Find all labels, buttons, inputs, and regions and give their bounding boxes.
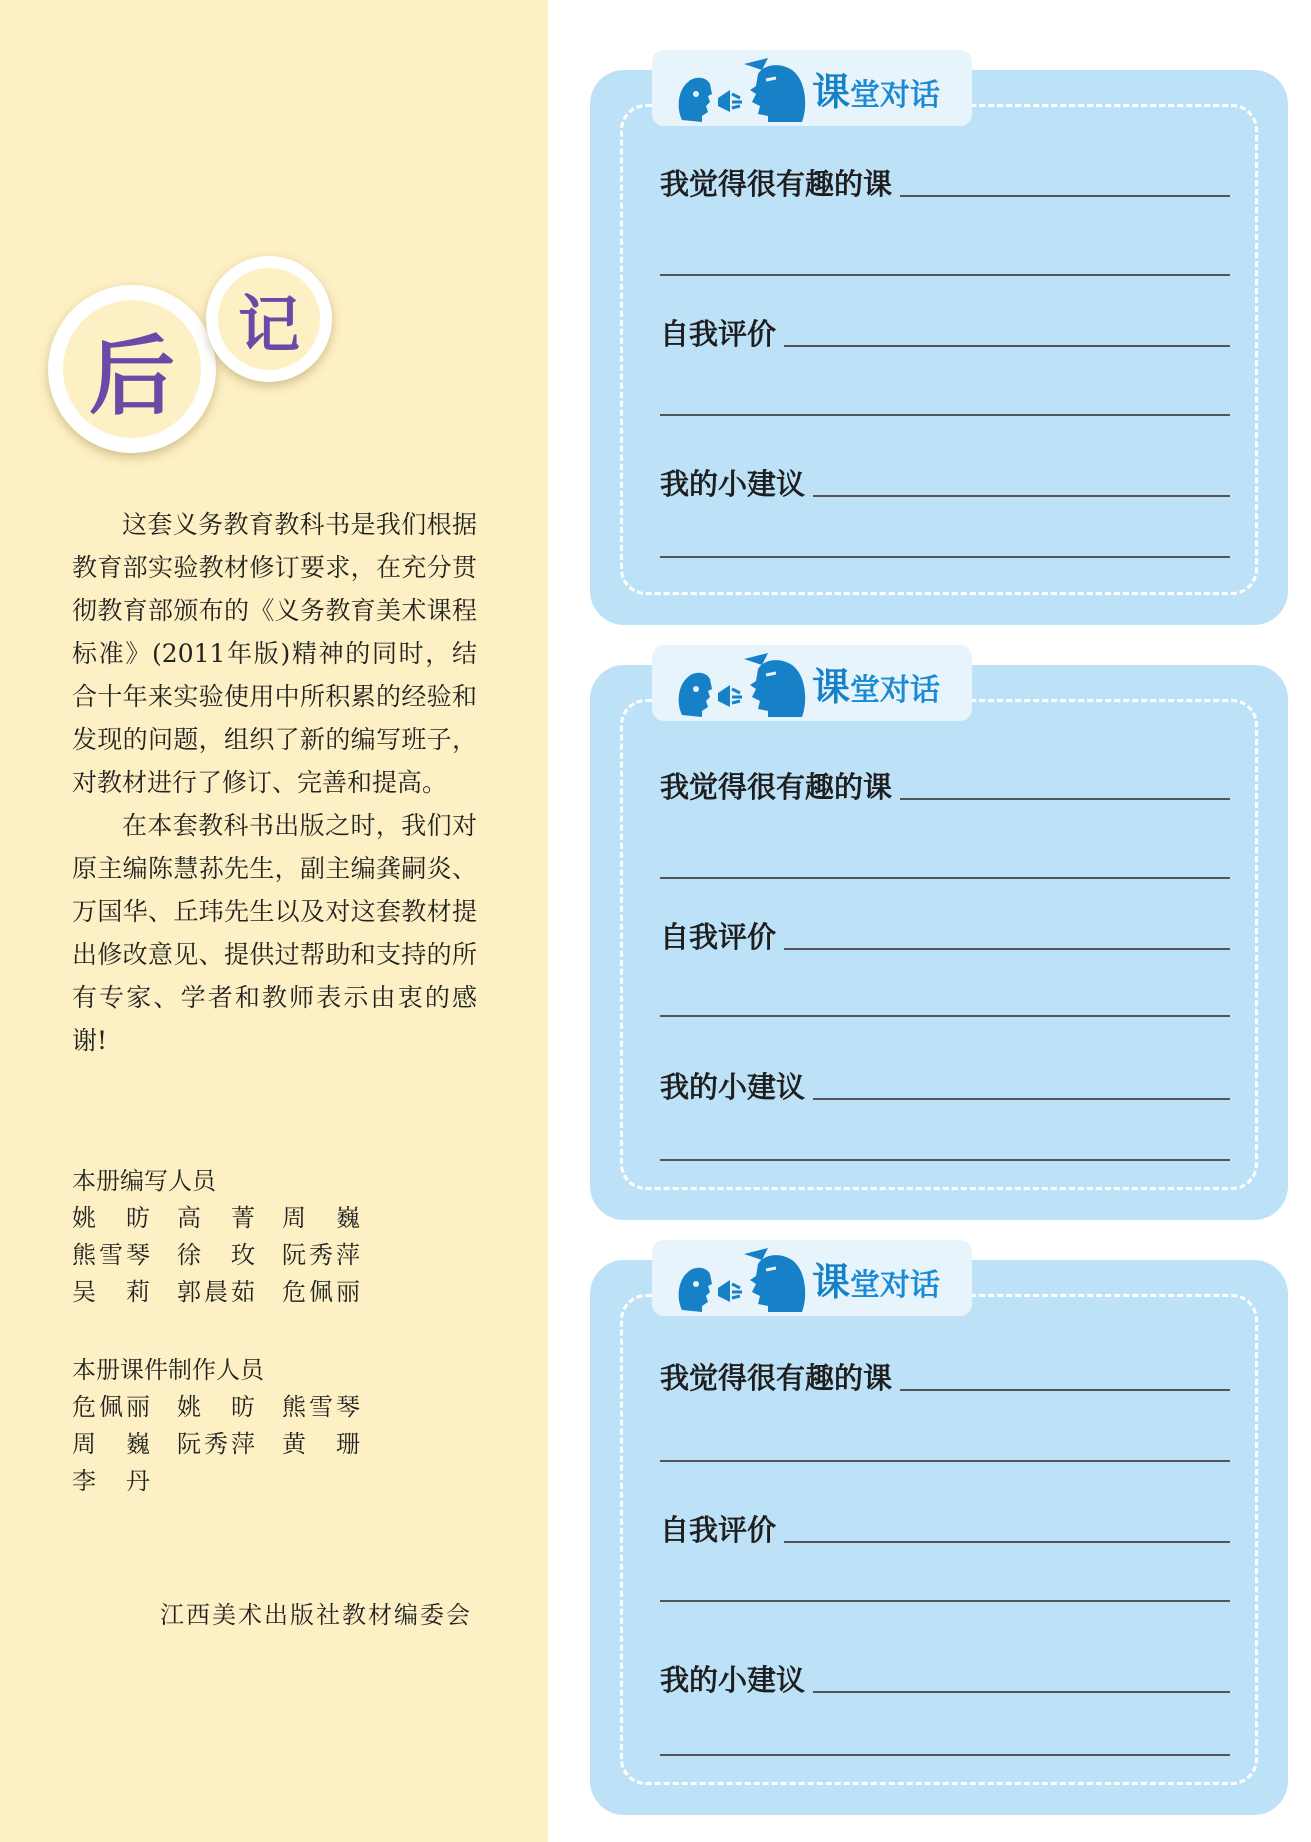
- afterword-paragraph-2: 在本套教科书出版之时，我们对原主编陈慧荪先生，副主编龚嗣炎、万国华、丘玮先生以及对这套教材提出修改意见、提供过帮助和支持的所有专家、学者和教师表示由衷的感谢!: [72, 811, 477, 1055]
- self-evaluation-field[interactable]: [660, 915, 1230, 956]
- heading-circle-hou: [48, 285, 216, 453]
- afterword-paragraph-1: 这套义务教育教科书是我们根据教育部实验教材修订要求，在充分贯彻教育部颁布的《义务教育美术课程标准》(2011年版)精神的同时，结合十年来实验使用中所积累的经验和发现的问题，组织了新的编写班子，对教材进行了修订、完善和提高。: [72, 510, 477, 797]
- panel-tab: [652, 645, 972, 721]
- answer-line[interactable]: [660, 1159, 1230, 1161]
- panel-tab-title: [812, 1251, 940, 1306]
- suggestion-label: 我的小建议: [660, 1070, 806, 1104]
- credit-name: 周 巍: [72, 1430, 150, 1458]
- publisher-line: 江西美术出版社教材编委会: [160, 1601, 472, 1629]
- suggestion-label: 我的小建议: [660, 1663, 806, 1697]
- credits-row: [72, 1200, 387, 1237]
- credit-name: 郭晨茹: [177, 1278, 255, 1306]
- heading-char-ji: 记: [218, 268, 320, 370]
- answer-line[interactable]: [660, 877, 1230, 879]
- self-evaluation-label: 自我评价: [660, 920, 777, 954]
- heading-circle-ji: [206, 256, 332, 382]
- interesting-lesson-label: 我觉得很有趣的课: [660, 1361, 893, 1395]
- talking-heads-icon: [672, 1240, 812, 1316]
- interesting-lesson-field[interactable]: [660, 162, 1230, 203]
- self-evaluation-field[interactable]: [660, 312, 1230, 353]
- suggestion-field[interactable]: [660, 1658, 1230, 1699]
- credits-row: [72, 1389, 387, 1426]
- panel-tab-title-big: 课: [812, 1259, 851, 1304]
- dialogue-panel-2: [590, 665, 1288, 1220]
- credit-name: 吴 莉: [72, 1278, 150, 1306]
- credits-writers: [72, 1163, 387, 1311]
- panel-tab-title-small: 堂对话: [850, 672, 941, 708]
- credits-row: [72, 1237, 387, 1274]
- dialogue-panel-3: [590, 1260, 1288, 1815]
- self-evaluation-label: 自我评价: [660, 317, 777, 351]
- panel-tab-title: [812, 61, 940, 116]
- answer-line[interactable]: [660, 1460, 1230, 1462]
- left-column: [0, 0, 548, 1842]
- credits-courseware: [72, 1352, 387, 1500]
- self-evaluation-field[interactable]: [660, 1508, 1230, 1549]
- credits-writers-title: 本册编写人员: [72, 1167, 216, 1195]
- dialogue-panel-1: [590, 70, 1288, 625]
- heading-char-hou: 后: [63, 300, 201, 438]
- answer-line[interactable]: [660, 414, 1230, 416]
- credit-name: 危佩丽: [282, 1278, 360, 1306]
- suggestion-field[interactable]: [660, 462, 1230, 503]
- suggestion-label: 我的小建议: [660, 467, 806, 501]
- credit-name: 李 丹: [72, 1467, 150, 1495]
- suggestion-field[interactable]: [660, 1065, 1230, 1106]
- answer-line[interactable]: [900, 194, 1230, 197]
- answer-line[interactable]: [660, 1600, 1230, 1602]
- credit-name: 徐 玫: [177, 1241, 255, 1269]
- credit-name: 姚 昉: [177, 1393, 255, 1421]
- answer-line[interactable]: [660, 274, 1230, 276]
- answer-line[interactable]: [660, 556, 1230, 558]
- answer-line[interactable]: [660, 1754, 1230, 1756]
- talking-heads-icon: [672, 50, 812, 126]
- answer-line[interactable]: [813, 1690, 1230, 1693]
- credit-name: 危佩丽: [72, 1393, 150, 1421]
- answer-line[interactable]: [900, 797, 1230, 800]
- credits-row: [72, 1426, 387, 1463]
- credit-name: 熊雪琴: [72, 1241, 150, 1269]
- interesting-lesson-label: 我觉得很有趣的课: [660, 770, 893, 804]
- panel-tab: [652, 50, 972, 126]
- credits-row: [72, 1274, 387, 1311]
- self-evaluation-label: 自我评价: [660, 1513, 777, 1547]
- panel-tab-title-small: 堂对话: [850, 77, 941, 113]
- credit-name: 阮秀萍: [282, 1241, 360, 1269]
- credits-row: [72, 1463, 387, 1500]
- answer-line[interactable]: [784, 1540, 1230, 1543]
- answer-line[interactable]: [784, 344, 1230, 347]
- interesting-lesson-label: 我觉得很有趣的课: [660, 167, 893, 201]
- credit-name: 高 菁: [177, 1204, 255, 1232]
- talking-heads-icon: [672, 645, 812, 721]
- answer-line[interactable]: [784, 947, 1230, 950]
- answer-line[interactable]: [900, 1388, 1230, 1391]
- panel-tab-title-small: 堂对话: [850, 1267, 941, 1303]
- panel-tab-title-big: 课: [812, 664, 851, 709]
- answer-line[interactable]: [660, 1015, 1230, 1017]
- interesting-lesson-field[interactable]: [660, 1356, 1230, 1397]
- credit-name: 熊雪琴: [282, 1393, 360, 1421]
- panel-tab: [652, 1240, 972, 1316]
- answer-line[interactable]: [813, 494, 1230, 497]
- interesting-lesson-field[interactable]: [660, 765, 1230, 806]
- afterword-text: [72, 503, 477, 1062]
- credits-courseware-title: 本册课件制作人员: [72, 1356, 264, 1384]
- panel-tab-title-big: 课: [812, 69, 851, 114]
- credit-name: 周 巍: [282, 1204, 360, 1232]
- answer-line[interactable]: [813, 1097, 1230, 1100]
- credit-name: 阮秀萍: [177, 1430, 255, 1458]
- credit-name: 黄 珊: [282, 1430, 360, 1458]
- panel-tab-title: [812, 656, 940, 711]
- credit-name: 姚 昉: [72, 1204, 150, 1232]
